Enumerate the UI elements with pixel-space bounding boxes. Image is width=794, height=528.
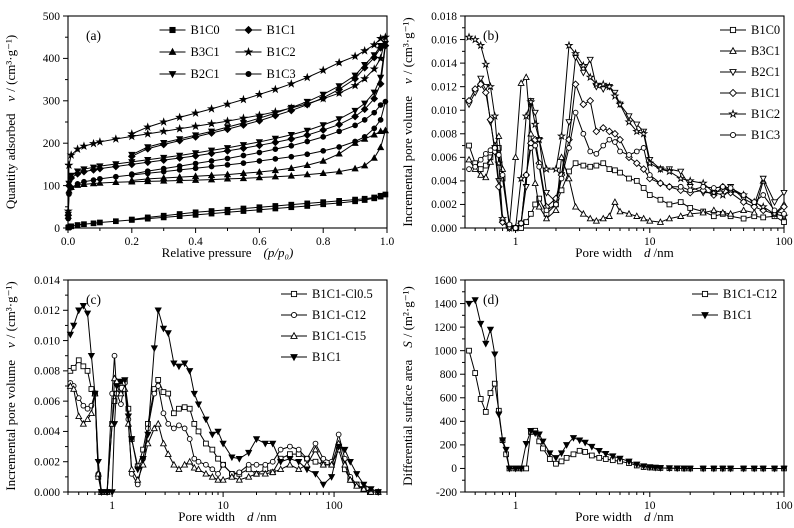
svg-text:1: 1 [512,236,519,248]
subplot-b-canvas [397,0,794,264]
legend [281,287,373,364]
svg-text:200: 200 [42,138,60,150]
svg-text:0.8: 0.8 [316,236,331,248]
svg-text:B1C1-C15: B1C1-C15 [312,329,367,344]
x-axis-label: Pore width d /nm [575,245,674,260]
x-axis-label: Pore width d /nm [178,509,277,524]
y-axis-label: Differential surface areaS/ (m²·g⁻¹) [400,286,415,486]
series-B1C2 [466,34,787,231]
legend-entry-B1C1 [236,23,296,37]
x-axis [475,492,793,512]
svg-text:10: 10 [644,236,656,248]
x-axis [475,228,793,248]
svg-text:0: 0 [54,222,60,235]
svg-text:0.6: 0.6 [252,236,267,248]
subplot-c [0,264,397,528]
svg-text:1000: 1000 [434,345,457,358]
subplot-d [397,264,794,528]
svg-text:0.4: 0.4 [188,236,203,248]
svg-text:B2C1: B2C1 [751,65,781,80]
svg-text:B1C3: B1C3 [751,128,781,143]
svg-text:B1C1: B1C1 [312,350,342,365]
y-axis [431,11,465,235]
subplot-a [0,0,397,264]
svg-text:1200: 1200 [434,321,457,334]
y-axis-label: Incremental pore volumev/ (cm³·g⁻¹) [400,17,415,227]
svg-text:0.2: 0.2 [124,236,139,248]
svg-text:0.014: 0.014 [431,57,457,70]
series-B1C1-C12 [467,348,787,471]
svg-text:400: 400 [439,416,457,429]
legend-entry-B3C1 [720,44,780,58]
svg-text:B1C0: B1C0 [751,23,781,38]
legend-entry-B1C1 [281,350,341,364]
svg-text:0.0: 0.0 [60,236,76,248]
svg-text:B1C3: B1C3 [266,67,296,82]
svg-text:0.000: 0.000 [431,222,457,235]
svg-text:800: 800 [439,369,457,382]
subplot-a-canvas [0,0,397,264]
svg-text:B1C2: B1C2 [751,107,781,122]
svg-text:200: 200 [439,439,457,452]
svg-text:0.016: 0.016 [431,34,457,47]
y-axis [43,11,68,235]
legend [160,23,296,81]
series-B2C1 [466,55,787,231]
svg-text:0.006: 0.006 [34,395,60,408]
subplot-c-canvas [0,264,397,528]
svg-text:0.012: 0.012 [34,305,60,318]
svg-text:1600: 1600 [434,274,457,287]
svg-text:1400: 1400 [434,298,457,311]
subplot-b [397,0,794,264]
svg-text:B3C1: B3C1 [751,44,781,59]
svg-text:500: 500 [42,10,60,23]
legend-entry-B1C1-C15 [281,329,366,343]
svg-text:1.0: 1.0 [379,236,395,248]
svg-text:0.000: 0.000 [34,486,60,499]
svg-text:100: 100 [325,500,343,512]
legend-entry-B3C1 [160,45,220,59]
svg-text:B3C1: B3C1 [190,45,220,60]
legend-entry-B1C1-C12 [692,287,777,301]
legend-entry-B1C0 [720,23,780,37]
svg-text:400: 400 [42,53,60,66]
legend-entry-B1C1 [692,308,752,322]
x-axis-label: Pore width d /nm [575,509,674,524]
svg-text:0.018: 0.018 [431,10,457,23]
svg-text:B2C1: B2C1 [190,67,220,82]
svg-text:0.010: 0.010 [431,105,457,118]
svg-text:10: 10 [217,500,229,512]
panel-label: (c) [86,292,101,307]
svg-text:B1C1: B1C1 [266,23,296,38]
svg-text:B1C1-Cl0.5: B1C1-Cl0.5 [312,287,373,302]
y-axis-label: Incremental pore volumev/ (cm³·g⁻¹) [3,281,18,491]
y-axis [434,275,465,499]
series-B3C1 [466,74,787,228]
svg-text:0.002: 0.002 [34,456,60,469]
legend [720,23,780,142]
legend-entry-B1C1-C12 [281,308,366,322]
panel-label: (a) [86,28,101,43]
legend-entry-B1C3 [236,67,296,81]
y-axis [34,275,68,499]
legend-entry-B1C2 [720,107,780,121]
svg-text:B1C1: B1C1 [723,308,753,323]
svg-text:100: 100 [775,500,793,512]
svg-text:0.014: 0.014 [34,274,60,287]
series-B1C1 [466,298,787,472]
subplot-d-canvas [397,264,794,528]
svg-text:1: 1 [109,500,116,512]
svg-text:0: 0 [451,463,457,476]
svg-text:0.004: 0.004 [431,175,457,188]
legend-entry-B1C2 [236,45,296,59]
legend-entry-B2C1 [160,67,220,81]
x-axis-label: Relative pressure (p/p₀) [161,245,294,260]
svg-text:0.006: 0.006 [431,152,457,165]
svg-text:1: 1 [512,500,519,512]
svg-text:-200: -200 [435,486,457,499]
legend-entry-B2C1 [720,65,780,79]
svg-text:0.008: 0.008 [431,128,457,141]
svg-text:0.012: 0.012 [431,81,457,94]
svg-text:B1C1: B1C1 [751,86,781,101]
panel-label: (d) [483,292,499,307]
svg-text:B1C0: B1C0 [190,23,220,38]
legend-entry-B1C3 [720,128,780,142]
legend-entry-B1C1 [720,86,780,100]
panel-label: (b) [483,28,499,43]
svg-text:0.010: 0.010 [34,335,60,348]
series-B1C0 [66,192,388,230]
svg-text:100: 100 [775,236,793,248]
svg-text:300: 300 [42,95,60,108]
legend [692,287,777,322]
legend-entry-B1C0 [160,23,220,37]
svg-text:10: 10 [644,500,656,512]
svg-text:0.002: 0.002 [431,199,457,212]
svg-text:100: 100 [42,180,60,193]
legend-entry-B1C1-Cl0.5 [281,287,373,301]
svg-text:0.004: 0.004 [34,426,60,439]
svg-text:B1C1-C12: B1C1-C12 [723,287,778,302]
svg-text:B1C1-C12: B1C1-C12 [312,308,367,323]
y-axis-label: Quantity adsorbedv/ (cm³·g⁻¹) [3,34,18,210]
svg-text:B1C2: B1C2 [266,45,296,60]
svg-text:600: 600 [439,392,457,405]
svg-text:0.008: 0.008 [34,365,60,378]
